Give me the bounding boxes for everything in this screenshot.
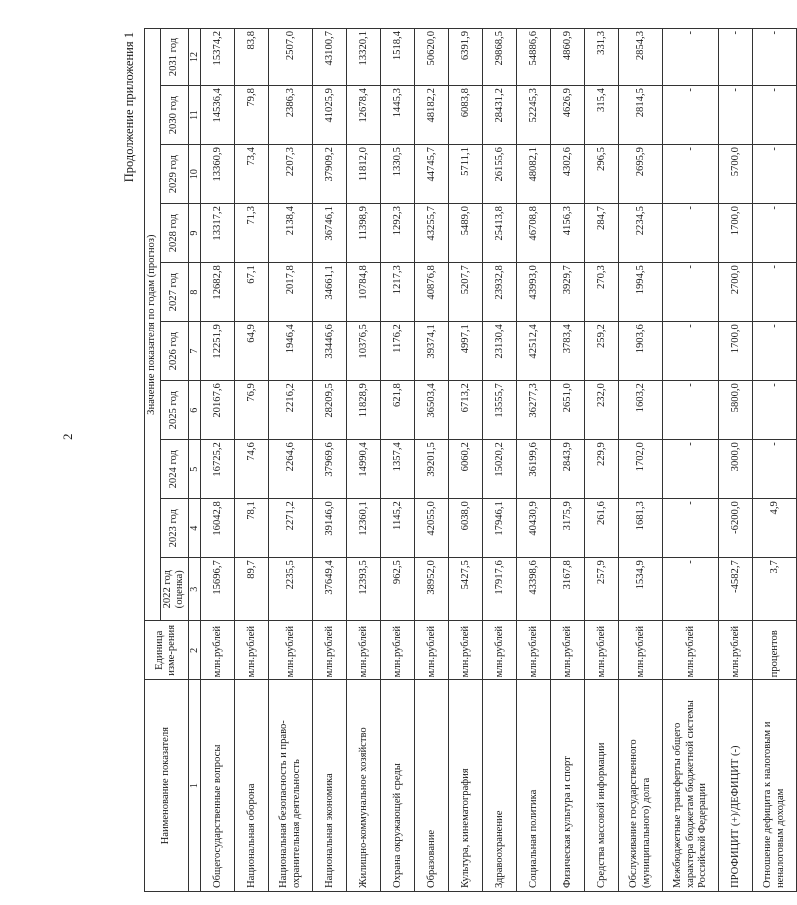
- value-cell: 2695,9: [619, 145, 663, 204]
- value-cell: 17917,6: [483, 558, 517, 621]
- value-cell: -4582,7: [719, 558, 753, 621]
- table-row: [719, 29, 753, 892]
- value-cell: 50620,0: [415, 29, 449, 86]
- value-cell: 4,9: [753, 499, 797, 558]
- value-cell: 2271,2: [269, 499, 313, 558]
- table-row: [663, 29, 719, 892]
- value-cell: 41025,9: [313, 86, 347, 145]
- page-number: 2: [60, 433, 75, 440]
- value-cell: 13320,1: [347, 29, 381, 86]
- value-cell: 10376,5: [347, 322, 381, 381]
- value-cell: -: [753, 86, 797, 145]
- value-cell: 1145,2: [381, 499, 415, 558]
- header-unit: Единица изме-рения: [145, 621, 189, 680]
- value-cell: 64,9: [235, 322, 269, 381]
- table-body: [201, 29, 797, 892]
- value-cell: 2814,5: [619, 86, 663, 145]
- unit-cell: млн.рублей: [619, 621, 663, 680]
- header-year: 2022 год (оценка): [160, 558, 188, 621]
- value-cell: -: [663, 29, 719, 86]
- value-cell: 1700,0: [719, 322, 753, 381]
- column-index: 5: [188, 440, 201, 499]
- indicator-name: Социальная политика: [517, 680, 551, 892]
- indicator-name: ПРОФИЦИТ (+)/ДЕФИЦИТ (-): [719, 680, 753, 892]
- value-cell: 6038,0: [449, 499, 483, 558]
- value-cell: 13317,2: [201, 204, 235, 263]
- value-cell: 37649,4: [313, 558, 347, 621]
- value-cell: 3167,8: [551, 558, 585, 621]
- value-cell: 4156,3: [551, 204, 585, 263]
- indicator-name: Физическая культура и спорт: [551, 680, 585, 892]
- value-cell: -: [663, 499, 719, 558]
- value-cell: 39374,1: [415, 322, 449, 381]
- value-cell: 229,9: [585, 440, 619, 499]
- table-row: [483, 29, 517, 892]
- value-cell: 11398,9: [347, 204, 381, 263]
- value-cell: 36503,4: [415, 381, 449, 440]
- value-cell: 3929,7: [551, 263, 585, 322]
- table-row: [415, 29, 449, 892]
- value-cell: -: [663, 86, 719, 145]
- value-cell: 4860,9: [551, 29, 585, 86]
- value-cell: 48082,1: [517, 145, 551, 204]
- value-cell: 962,5: [381, 558, 415, 621]
- value-cell: 46708,8: [517, 204, 551, 263]
- value-cell: 2386,3: [269, 86, 313, 145]
- value-cell: -: [753, 263, 797, 322]
- value-cell: 5489,0: [449, 204, 483, 263]
- value-cell: -: [753, 381, 797, 440]
- value-cell: 42055,0: [415, 499, 449, 558]
- value-cell: 36746,1: [313, 204, 347, 263]
- value-cell: 28431,2: [483, 86, 517, 145]
- forecast-table: [144, 28, 797, 892]
- indicator-name: Отношение дефицита к налоговым и неналоговым доходам: [753, 680, 797, 892]
- value-cell: 89,7: [235, 558, 269, 621]
- value-cell: 2651,0: [551, 381, 585, 440]
- value-cell: 1292,3: [381, 204, 415, 263]
- value-cell: 6391,9: [449, 29, 483, 86]
- value-cell: 16042,8: [201, 499, 235, 558]
- value-cell: 331,3: [585, 29, 619, 86]
- value-cell: 29868,5: [483, 29, 517, 86]
- value-cell: 23932,8: [483, 263, 517, 322]
- header-year: 2024 год: [160, 440, 188, 499]
- value-cell: 6083,8: [449, 86, 483, 145]
- value-cell: 71,3: [235, 204, 269, 263]
- value-cell: 12678,4: [347, 86, 381, 145]
- value-cell: 2138,4: [269, 204, 313, 263]
- value-cell: 11828,9: [347, 381, 381, 440]
- value-cell: 2854,3: [619, 29, 663, 86]
- table-row: [313, 29, 347, 892]
- value-cell: 261,6: [585, 499, 619, 558]
- value-cell: 52245,3: [517, 86, 551, 145]
- value-cell: 6060,2: [449, 440, 483, 499]
- value-cell: 1903,6: [619, 322, 663, 381]
- continuation-note: Продолжение приложения 1: [122, 32, 136, 183]
- value-cell: -: [719, 86, 753, 145]
- table-row: [269, 29, 313, 892]
- value-cell: 38952,0: [415, 558, 449, 621]
- table-row: [517, 29, 551, 892]
- value-cell: 39146,0: [313, 499, 347, 558]
- value-cell: 43398,6: [517, 558, 551, 621]
- value-cell: 296,5: [585, 145, 619, 204]
- value-cell: 12251,9: [201, 322, 235, 381]
- value-cell: 2507,0: [269, 29, 313, 86]
- value-cell: 4302,6: [551, 145, 585, 204]
- table-row: [201, 29, 235, 892]
- value-cell: 14536,4: [201, 86, 235, 145]
- value-cell: 12682,8: [201, 263, 235, 322]
- header-name: Наименование показателя: [145, 680, 189, 892]
- indicator-name: Межбюджетные трансферты общего характера бюджетам бюджетной системы Российской Федерации: [663, 680, 719, 892]
- value-cell: 1217,3: [381, 263, 415, 322]
- unit-cell: млн.рублей: [585, 621, 619, 680]
- value-cell: 1681,3: [619, 499, 663, 558]
- value-cell: 26155,6: [483, 145, 517, 204]
- header-year: 2031 год: [160, 29, 188, 86]
- value-cell: 36277,3: [517, 381, 551, 440]
- unit-cell: млн.рублей: [381, 621, 415, 680]
- column-index: 6: [188, 381, 201, 440]
- column-index: 10: [188, 145, 201, 204]
- value-cell: 1534,9: [619, 558, 663, 621]
- value-cell: 11812,0: [347, 145, 381, 204]
- value-cell: 23130,4: [483, 322, 517, 381]
- value-cell: 1445,3: [381, 86, 415, 145]
- table-row: [449, 29, 483, 892]
- value-cell: -: [753, 322, 797, 381]
- unit-cell: процентов: [753, 621, 797, 680]
- value-cell: 4626,9: [551, 86, 585, 145]
- unit-cell: млн.рублей: [449, 621, 483, 680]
- header-year: 2029 год: [160, 145, 188, 204]
- value-cell: 6713,2: [449, 381, 483, 440]
- value-cell: 16725,2: [201, 440, 235, 499]
- indicator-name: Средства массовой информации: [585, 680, 619, 892]
- value-cell: 259,2: [585, 322, 619, 381]
- indicator-name: Культура, кинематография: [449, 680, 483, 892]
- value-cell: 37969,6: [313, 440, 347, 499]
- column-index: 7: [188, 322, 201, 381]
- unit-cell: млн.рублей: [663, 621, 719, 680]
- value-cell: 67,1: [235, 263, 269, 322]
- value-cell: 25413,8: [483, 204, 517, 263]
- value-cell: 15696,7: [201, 558, 235, 621]
- value-cell: 44745,7: [415, 145, 449, 204]
- value-cell: 54886,6: [517, 29, 551, 86]
- value-cell: 28209,5: [313, 381, 347, 440]
- value-cell: 5427,5: [449, 558, 483, 621]
- table-row: [585, 29, 619, 892]
- value-cell: 1330,5: [381, 145, 415, 204]
- value-cell: -: [753, 204, 797, 263]
- value-cell: 3783,4: [551, 322, 585, 381]
- value-cell: 1176,2: [381, 322, 415, 381]
- value-cell: 34661,1: [313, 263, 347, 322]
- value-cell: 1357,4: [381, 440, 415, 499]
- value-cell: 257,9: [585, 558, 619, 621]
- value-cell: 1603,2: [619, 381, 663, 440]
- value-cell: 12360,1: [347, 499, 381, 558]
- value-cell: 48182,2: [415, 86, 449, 145]
- unit-cell: млн.рублей: [235, 621, 269, 680]
- value-cell: 20167,6: [201, 381, 235, 440]
- header-span: Значение показателя по годам (прогноз): [145, 29, 161, 621]
- value-cell: 3175,9: [551, 499, 585, 558]
- column-index: 1: [188, 680, 201, 892]
- value-cell: 73,4: [235, 145, 269, 204]
- value-cell: 40430,9: [517, 499, 551, 558]
- column-index: 4: [188, 499, 201, 558]
- index-row: [188, 29, 201, 892]
- value-cell: 13360,9: [201, 145, 235, 204]
- indicator-name: Образование: [415, 680, 449, 892]
- header-year: 2025 год: [160, 381, 188, 440]
- column-index: 3: [188, 558, 201, 621]
- unit-cell: млн.рублей: [719, 621, 753, 680]
- value-cell: 76,9: [235, 381, 269, 440]
- value-cell: -: [663, 204, 719, 263]
- unit-cell: млн.рублей: [551, 621, 585, 680]
- value-cell: 270,3: [585, 263, 619, 322]
- column-index: 2: [188, 621, 201, 680]
- unit-cell: млн.рублей: [347, 621, 381, 680]
- value-cell: 4997,1: [449, 322, 483, 381]
- value-cell: -: [753, 29, 797, 86]
- value-cell: 284,7: [585, 204, 619, 263]
- indicator-name: Общегосударственные вопросы: [201, 680, 235, 892]
- column-index: 8: [188, 263, 201, 322]
- value-cell: 33446,6: [313, 322, 347, 381]
- table-row: [619, 29, 663, 892]
- table-row: [381, 29, 415, 892]
- value-cell: 78,1: [235, 499, 269, 558]
- value-cell: 10784,8: [347, 263, 381, 322]
- value-cell: 43100,7: [313, 29, 347, 86]
- rotated-page: [122, 28, 786, 892]
- value-cell: 621,8: [381, 381, 415, 440]
- value-cell: -: [663, 145, 719, 204]
- value-cell: 5711,1: [449, 145, 483, 204]
- header-year: 2023 год: [160, 499, 188, 558]
- column-index: 9: [188, 204, 201, 263]
- value-cell: 74,6: [235, 440, 269, 499]
- indicator-name: Охрана окружающей среды: [381, 680, 415, 892]
- value-cell: -: [663, 381, 719, 440]
- value-cell: 3000,0: [719, 440, 753, 499]
- value-cell: 232,0: [585, 381, 619, 440]
- indicator-name: Национальная экономика: [313, 680, 347, 892]
- value-cell: 1994,5: [619, 263, 663, 322]
- value-cell: 2234,5: [619, 204, 663, 263]
- value-cell: 2843,9: [551, 440, 585, 499]
- value-cell: 17946,1: [483, 499, 517, 558]
- table-row: [347, 29, 381, 892]
- value-cell: 315,4: [585, 86, 619, 145]
- indicator-name: Жилищно-коммунальное хозяйство: [347, 680, 381, 892]
- table-row: [753, 29, 797, 892]
- value-cell: 43255,7: [415, 204, 449, 263]
- table-row: [551, 29, 585, 892]
- value-cell: 40876,8: [415, 263, 449, 322]
- column-index: 11: [188, 86, 201, 145]
- header-year: 2027 год: [160, 263, 188, 322]
- value-cell: -: [719, 29, 753, 86]
- value-cell: 37909,2: [313, 145, 347, 204]
- value-cell: 12393,5: [347, 558, 381, 621]
- value-cell: 2216,2: [269, 381, 313, 440]
- value-cell: 2235,5: [269, 558, 313, 621]
- value-cell: 5700,0: [719, 145, 753, 204]
- value-cell: 1518,4: [381, 29, 415, 86]
- value-cell: 15374,2: [201, 29, 235, 86]
- value-cell: 2264,6: [269, 440, 313, 499]
- value-cell: 2207,3: [269, 145, 313, 204]
- header-year: 2028 год: [160, 204, 188, 263]
- value-cell: -: [663, 440, 719, 499]
- unit-cell: млн.рублей: [517, 621, 551, 680]
- unit-cell: млн.рублей: [313, 621, 347, 680]
- value-cell: 1702,0: [619, 440, 663, 499]
- unit-cell: млн.рублей: [269, 621, 313, 680]
- unit-cell: млн.рублей: [483, 621, 517, 680]
- value-cell: -: [753, 145, 797, 204]
- value-cell: -: [663, 558, 719, 621]
- value-cell: 3,7: [753, 558, 797, 621]
- value-cell: 1946,4: [269, 322, 313, 381]
- value-cell: 15020,2: [483, 440, 517, 499]
- indicator-name: Национальная безопасность и право-охранительная деятельность: [269, 680, 313, 892]
- value-cell: 2700,0: [719, 263, 753, 322]
- value-cell: 83,8: [235, 29, 269, 86]
- value-cell: 1700,0: [719, 204, 753, 263]
- column-index: 12: [188, 29, 201, 86]
- header-year: 2026 год: [160, 322, 188, 381]
- unit-cell: млн.рублей: [201, 621, 235, 680]
- value-cell: 5207,7: [449, 263, 483, 322]
- value-cell: -: [753, 440, 797, 499]
- value-cell: -6200,0: [719, 499, 753, 558]
- value-cell: 2017,8: [269, 263, 313, 322]
- value-cell: 13555,7: [483, 381, 517, 440]
- indicator-name: Здравоохранение: [483, 680, 517, 892]
- indicator-name: Обслуживание государственного (муниципального) долга: [619, 680, 663, 892]
- value-cell: -: [663, 263, 719, 322]
- value-cell: 5800,0: [719, 381, 753, 440]
- unit-cell: млн.рублей: [415, 621, 449, 680]
- value-cell: 79,8: [235, 86, 269, 145]
- table-row: [235, 29, 269, 892]
- value-cell: 43993,0: [517, 263, 551, 322]
- indicator-name: Национальная оборона: [235, 680, 269, 892]
- value-cell: 36199,6: [517, 440, 551, 499]
- value-cell: -: [663, 322, 719, 381]
- header-year: 2030 год: [160, 86, 188, 145]
- value-cell: 14990,4: [347, 440, 381, 499]
- value-cell: 39201,5: [415, 440, 449, 499]
- value-cell: 42512,4: [517, 322, 551, 381]
